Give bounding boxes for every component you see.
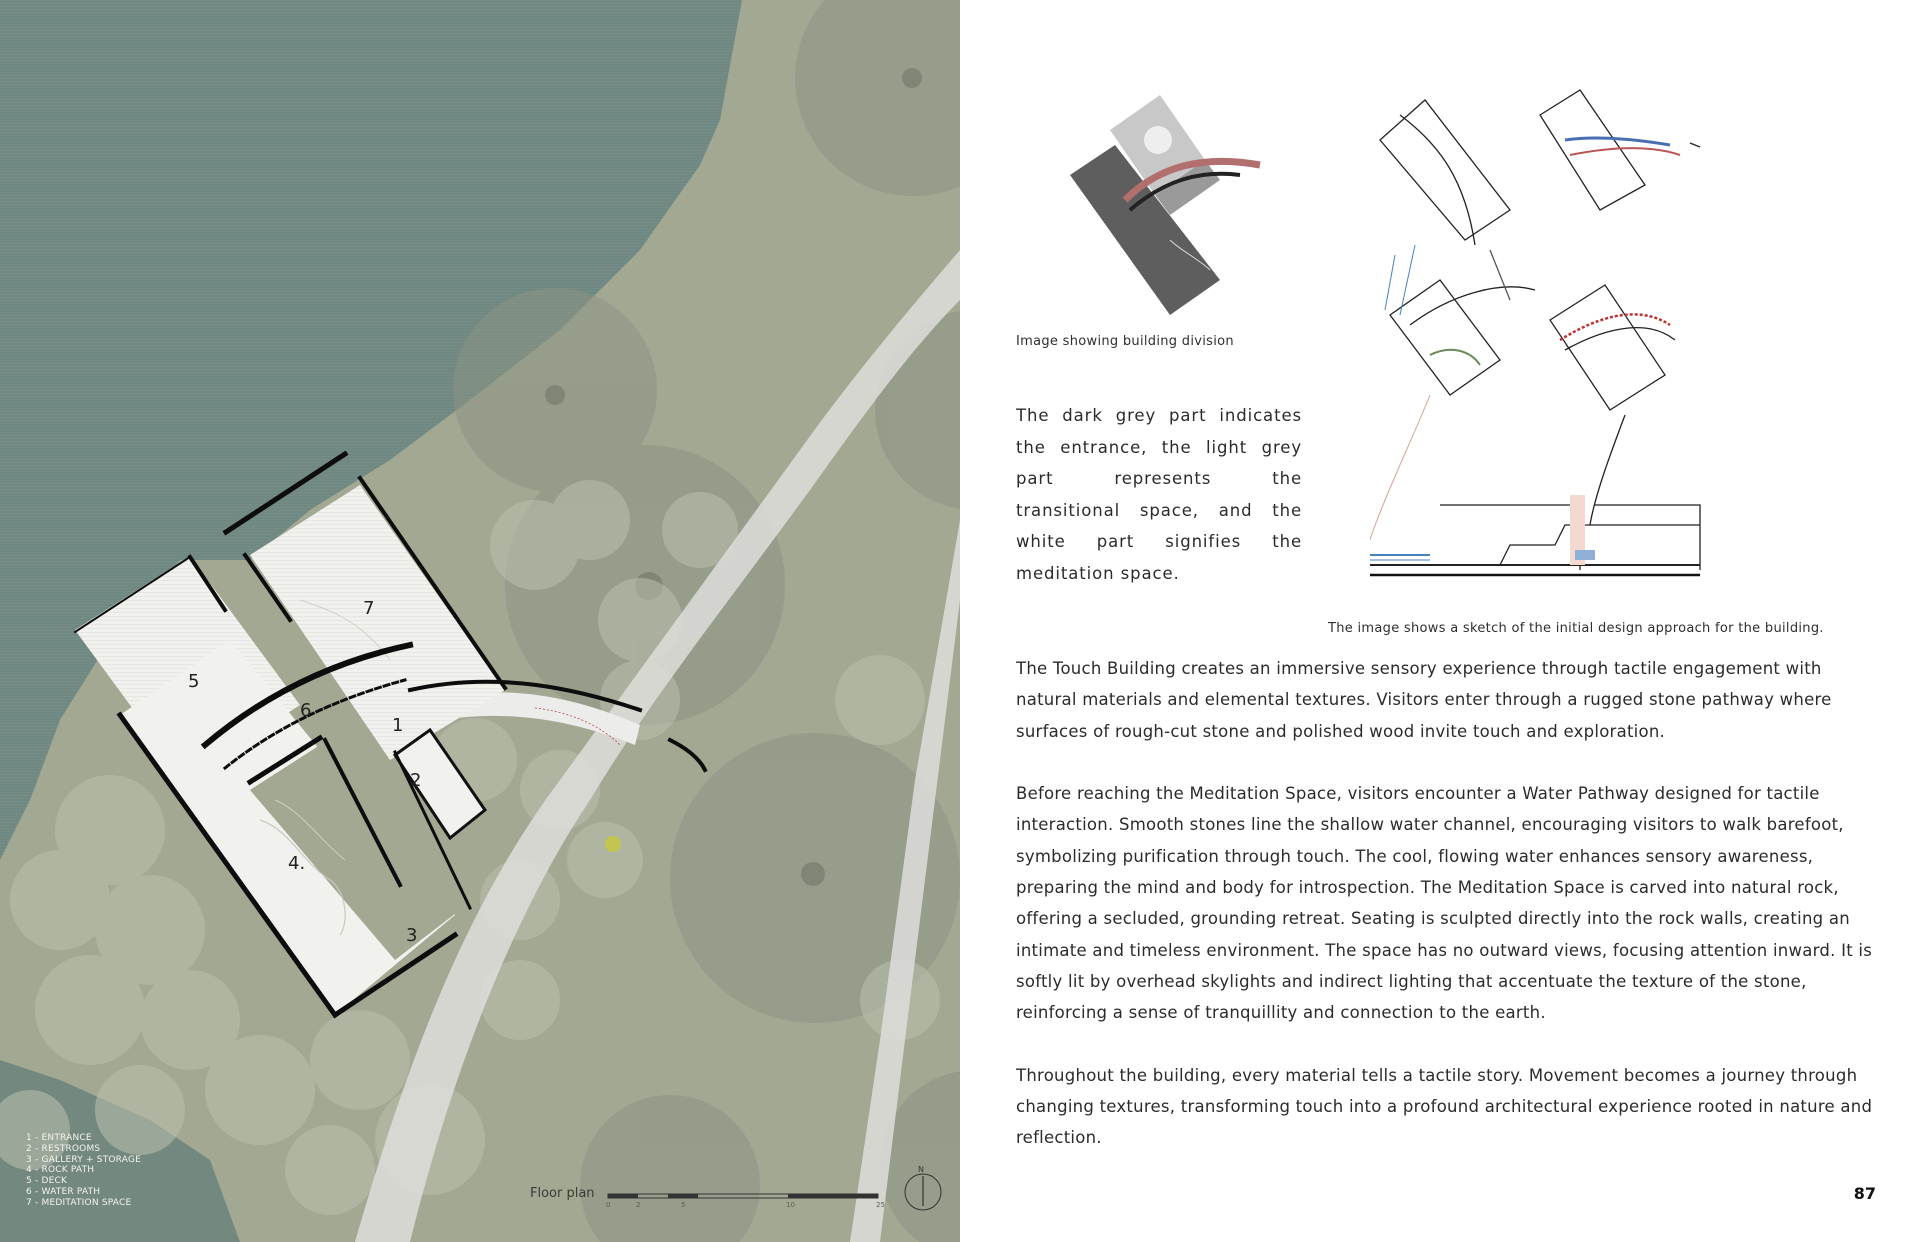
floor-plan-title: Floor plan: [530, 1186, 595, 1201]
legend-item: 2 - RESTROOMS: [26, 1143, 101, 1154]
north-label: N: [918, 1165, 924, 1174]
page-number: 87: [1853, 1184, 1876, 1203]
plan-legend: [26, 1133, 141, 1209]
room-label-1: 1: [392, 715, 404, 736]
building-division-diagram: [1060, 90, 1270, 330]
design-sketches: [1370, 85, 1880, 605]
room-label-5: 5: [188, 671, 200, 692]
room-label-2: 2: [410, 770, 422, 791]
body-text: [1016, 653, 1876, 1185]
caption-design-sketch: The image shows a sketch of the initial design approach for the building.: [1328, 621, 1824, 636]
scale-tick: 2: [636, 1201, 641, 1209]
room-label-3: 3: [406, 925, 418, 946]
caption-building-division: Image showing building division: [1016, 334, 1234, 349]
paragraph-conclusion: Throughout the building, every material tells a tactile story. Movement becomes a journey through changing textures, transforming touch into a profound architectural experience rooted in nature and reflection.: [1016, 1065, 1873, 1148]
text-page: [960, 0, 1920, 1242]
scale-tick: 0: [606, 1201, 611, 1209]
legend-item: 1 - ENTRANCE: [26, 1133, 92, 1143]
scale-tick: 10: [786, 1201, 795, 1209]
paragraph-water-pathway: Before reaching the Meditation Space, visitors encounter a Water Pathway designed for tactile interaction. Smooth stones line the shallow water channel, encouraging visitors to walk barefoot, symbolizing purification through touch. The cool, flowing water enhances sensory awareness, preparing the mind and body for introspection. The Meditation Space is carved into natural rock, offering a secluded, grounding retreat. Seating is sculpted directly into the rock walls, creating an intimate and timeless environment. The space has no outward views, focusing attention inward. It is softly lit by overhead skylights and indirect lighting that accentuate the texture of the stone, reinforcing a sense of tranquillity and connection to the earth.: [1016, 784, 1873, 1023]
room-label-6: 6: [300, 700, 312, 721]
legend-item: 3 - GALLERY + STORAGE: [26, 1154, 142, 1165]
legend-item: 6 - WATER PATH: [26, 1186, 101, 1197]
marker-dot: [605, 836, 621, 852]
scale-tick: 25: [876, 1201, 885, 1209]
legend-item: 5 - DECK: [26, 1176, 68, 1187]
room-label-7: 7: [363, 598, 375, 619]
room-label-4: 4.: [288, 853, 306, 874]
legend-item: 4 - ROCK PATH: [26, 1165, 95, 1176]
scale-tick: 5: [681, 1201, 686, 1209]
division-description: The dark grey part indicates the entrance, the light grey part represents the transitional space, and the white part signifies the meditation space.: [1016, 406, 1302, 583]
paragraph-intro: The Touch Building creates an immersive sensory experience through tactile engagement with natural materials and elemental textures. Visitors enter through a rugged stone pathway where surfaces of rough-cut stone and polished wood invite touch and exploration.: [1016, 659, 1832, 741]
legend-item: 7 - MEDITATION SPACE: [26, 1197, 132, 1208]
